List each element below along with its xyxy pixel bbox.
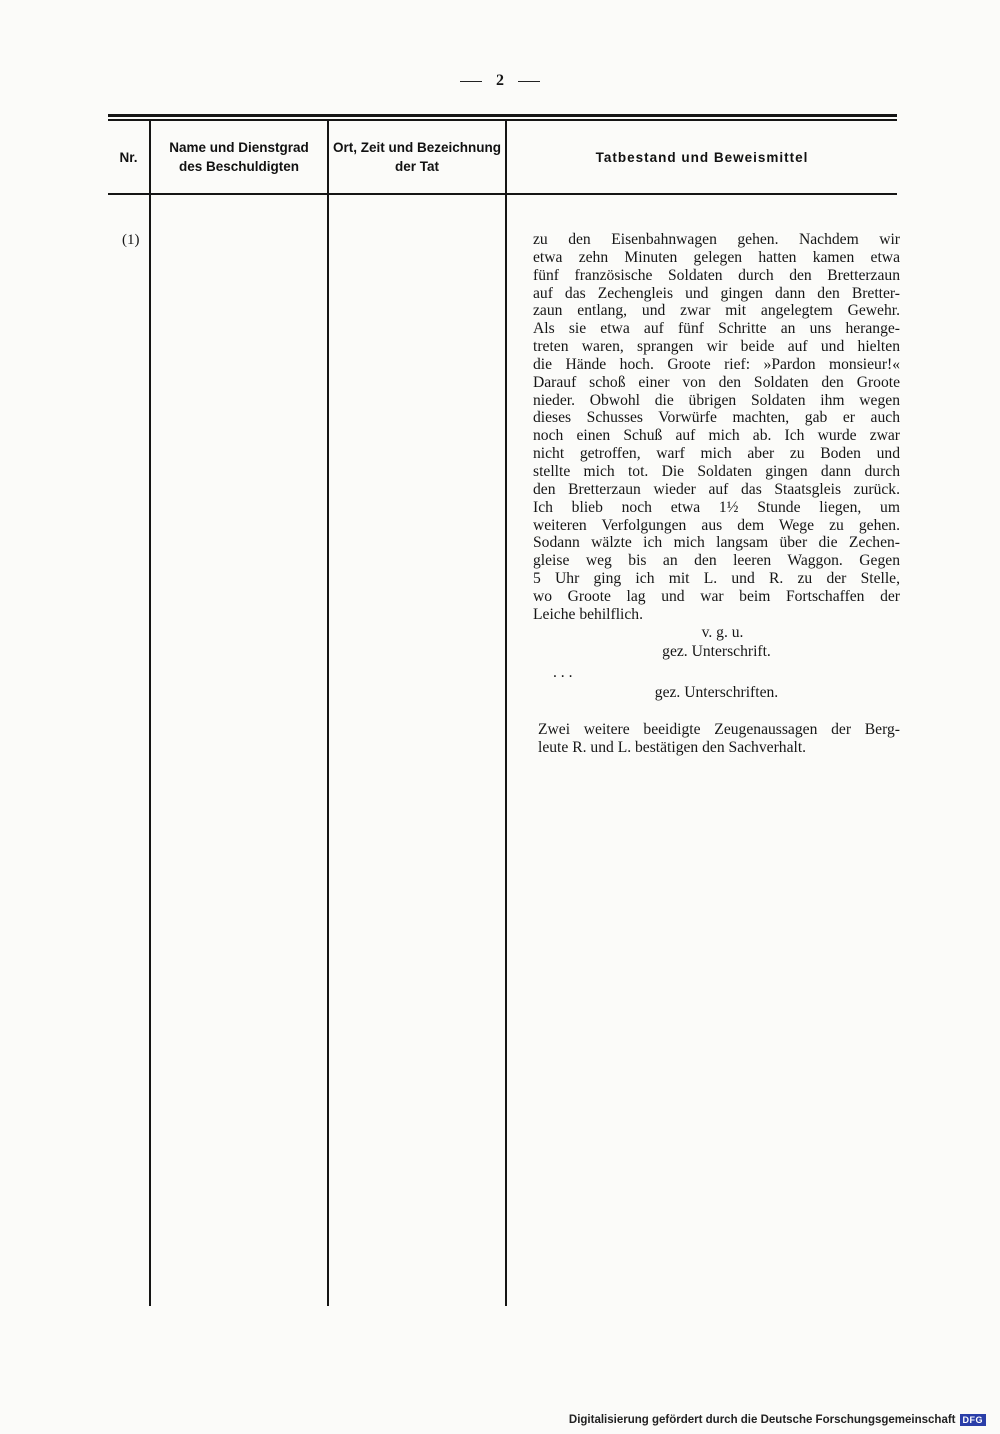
tatbestand-content <box>533 231 900 757</box>
text-line: treten waren, sprangen wir beide auf und hielten <box>533 338 900 356</box>
text-line: Darauf schoß einer von den Soldaten den Groote <box>533 373 900 391</box>
closing-paragraph <box>533 721 900 757</box>
header-ort-line-1: Ort, Zeit und Bezeichnung <box>333 140 501 155</box>
text-line: zaun entlang, und zwar mit angelegtem Gewehr. <box>533 302 900 320</box>
closing-line: leute R. und L. bestätigen den Sachverhalt. <box>538 738 807 756</box>
text-line: Sodann wälzte ich mich langsam über die Zechen- <box>533 534 900 552</box>
header-tatbestand <box>507 121 897 193</box>
vgu-mark: v. g. u. <box>701 623 744 641</box>
footer-credit <box>569 1414 986 1426</box>
text-line: weiteren Verfolgungen aus dem Wege zu gehen. <box>533 516 900 534</box>
text-line: dieses Schusses Vorwürfe machten, gab er auch <box>533 409 900 427</box>
dash-left <box>460 81 482 82</box>
header-name-line-2: des Beschuldigten <box>178 159 300 174</box>
page-number <box>0 72 1000 90</box>
dfg-logo: DFG <box>960 1414 987 1426</box>
closing-line: Zwei weitere beeidigte Zeugenaussagen der Berg- <box>538 721 900 739</box>
text-line: wo Groote lag und war beim Fortschaffen der <box>533 587 900 605</box>
testimony-text <box>533 231 900 624</box>
header-ort <box>329 121 505 193</box>
table-top-rule <box>108 114 897 117</box>
omission-ellipsis: . . . <box>553 664 573 682</box>
signature-line-1: gez. Unterschrift. <box>662 643 771 661</box>
header-name <box>151 121 327 193</box>
header-name-line-1: Name und Dienstgrad <box>169 140 309 155</box>
text-line: auf das Zechengleis und gingen dann den Bretter- <box>533 284 900 302</box>
text-line: gleise weg bis an den leeren Waggon. Gegen <box>533 552 900 570</box>
text-line: 5 Uhr ging ich mit L. und R. zu der Stelle, <box>533 570 900 588</box>
header-nr <box>108 121 149 193</box>
text-line: die Hände hoch. Groote rief: »Pardon monsieur!« <box>533 355 900 373</box>
text-line: noch einen Schuß auf mich ab. Ich wurde zwar <box>533 427 900 445</box>
dash-right <box>518 81 540 82</box>
header-separator-rule <box>108 193 897 195</box>
header-nr-label: Nr. <box>119 149 138 165</box>
footer-text: Digitalisierung gefördert durch die Deutsche Forschungsgemeinschaft <box>568 1414 956 1426</box>
text-line: nicht getroffen, warf mich aber zu Boden und <box>533 445 900 463</box>
text-line: fünf französische Soldaten durch den Bretterzaun <box>533 266 900 284</box>
text-line: den Bretterzaun wieder auf das Staatsgleis zurück. <box>533 480 900 498</box>
text-line: zu den Eisenbahnwagen gehen. Nachdem wir <box>533 231 900 248</box>
text-line: Als sie etwa auf fünf Schritte an uns herange- <box>533 320 900 338</box>
text-line: stellte mich tot. Die Soldaten gingen dann durch <box>533 462 900 480</box>
row-number: (1) <box>122 232 140 248</box>
text-line: etwa zehn Minuten gelegen hatten kamen etwa <box>533 248 900 266</box>
header-tatbestand-label: Tatbestand und Beweismittel <box>595 149 809 165</box>
text-line: nieder. Obwohl die übrigen Soldaten ihm wegen <box>533 391 900 409</box>
text-line: Ich blieb noch etwa 1½ Stunde liegen, um <box>533 498 900 516</box>
signature-line-2: gez. Unterschriften. <box>654 684 779 702</box>
column-divider-2 <box>327 121 329 1306</box>
page-number-text: 2 <box>496 72 504 89</box>
header-ort-line-2: der Tat <box>394 159 439 174</box>
column-divider-1 <box>149 121 151 1306</box>
column-divider-3 <box>505 121 507 1306</box>
text-line: Leiche behilflich. <box>533 605 643 623</box>
